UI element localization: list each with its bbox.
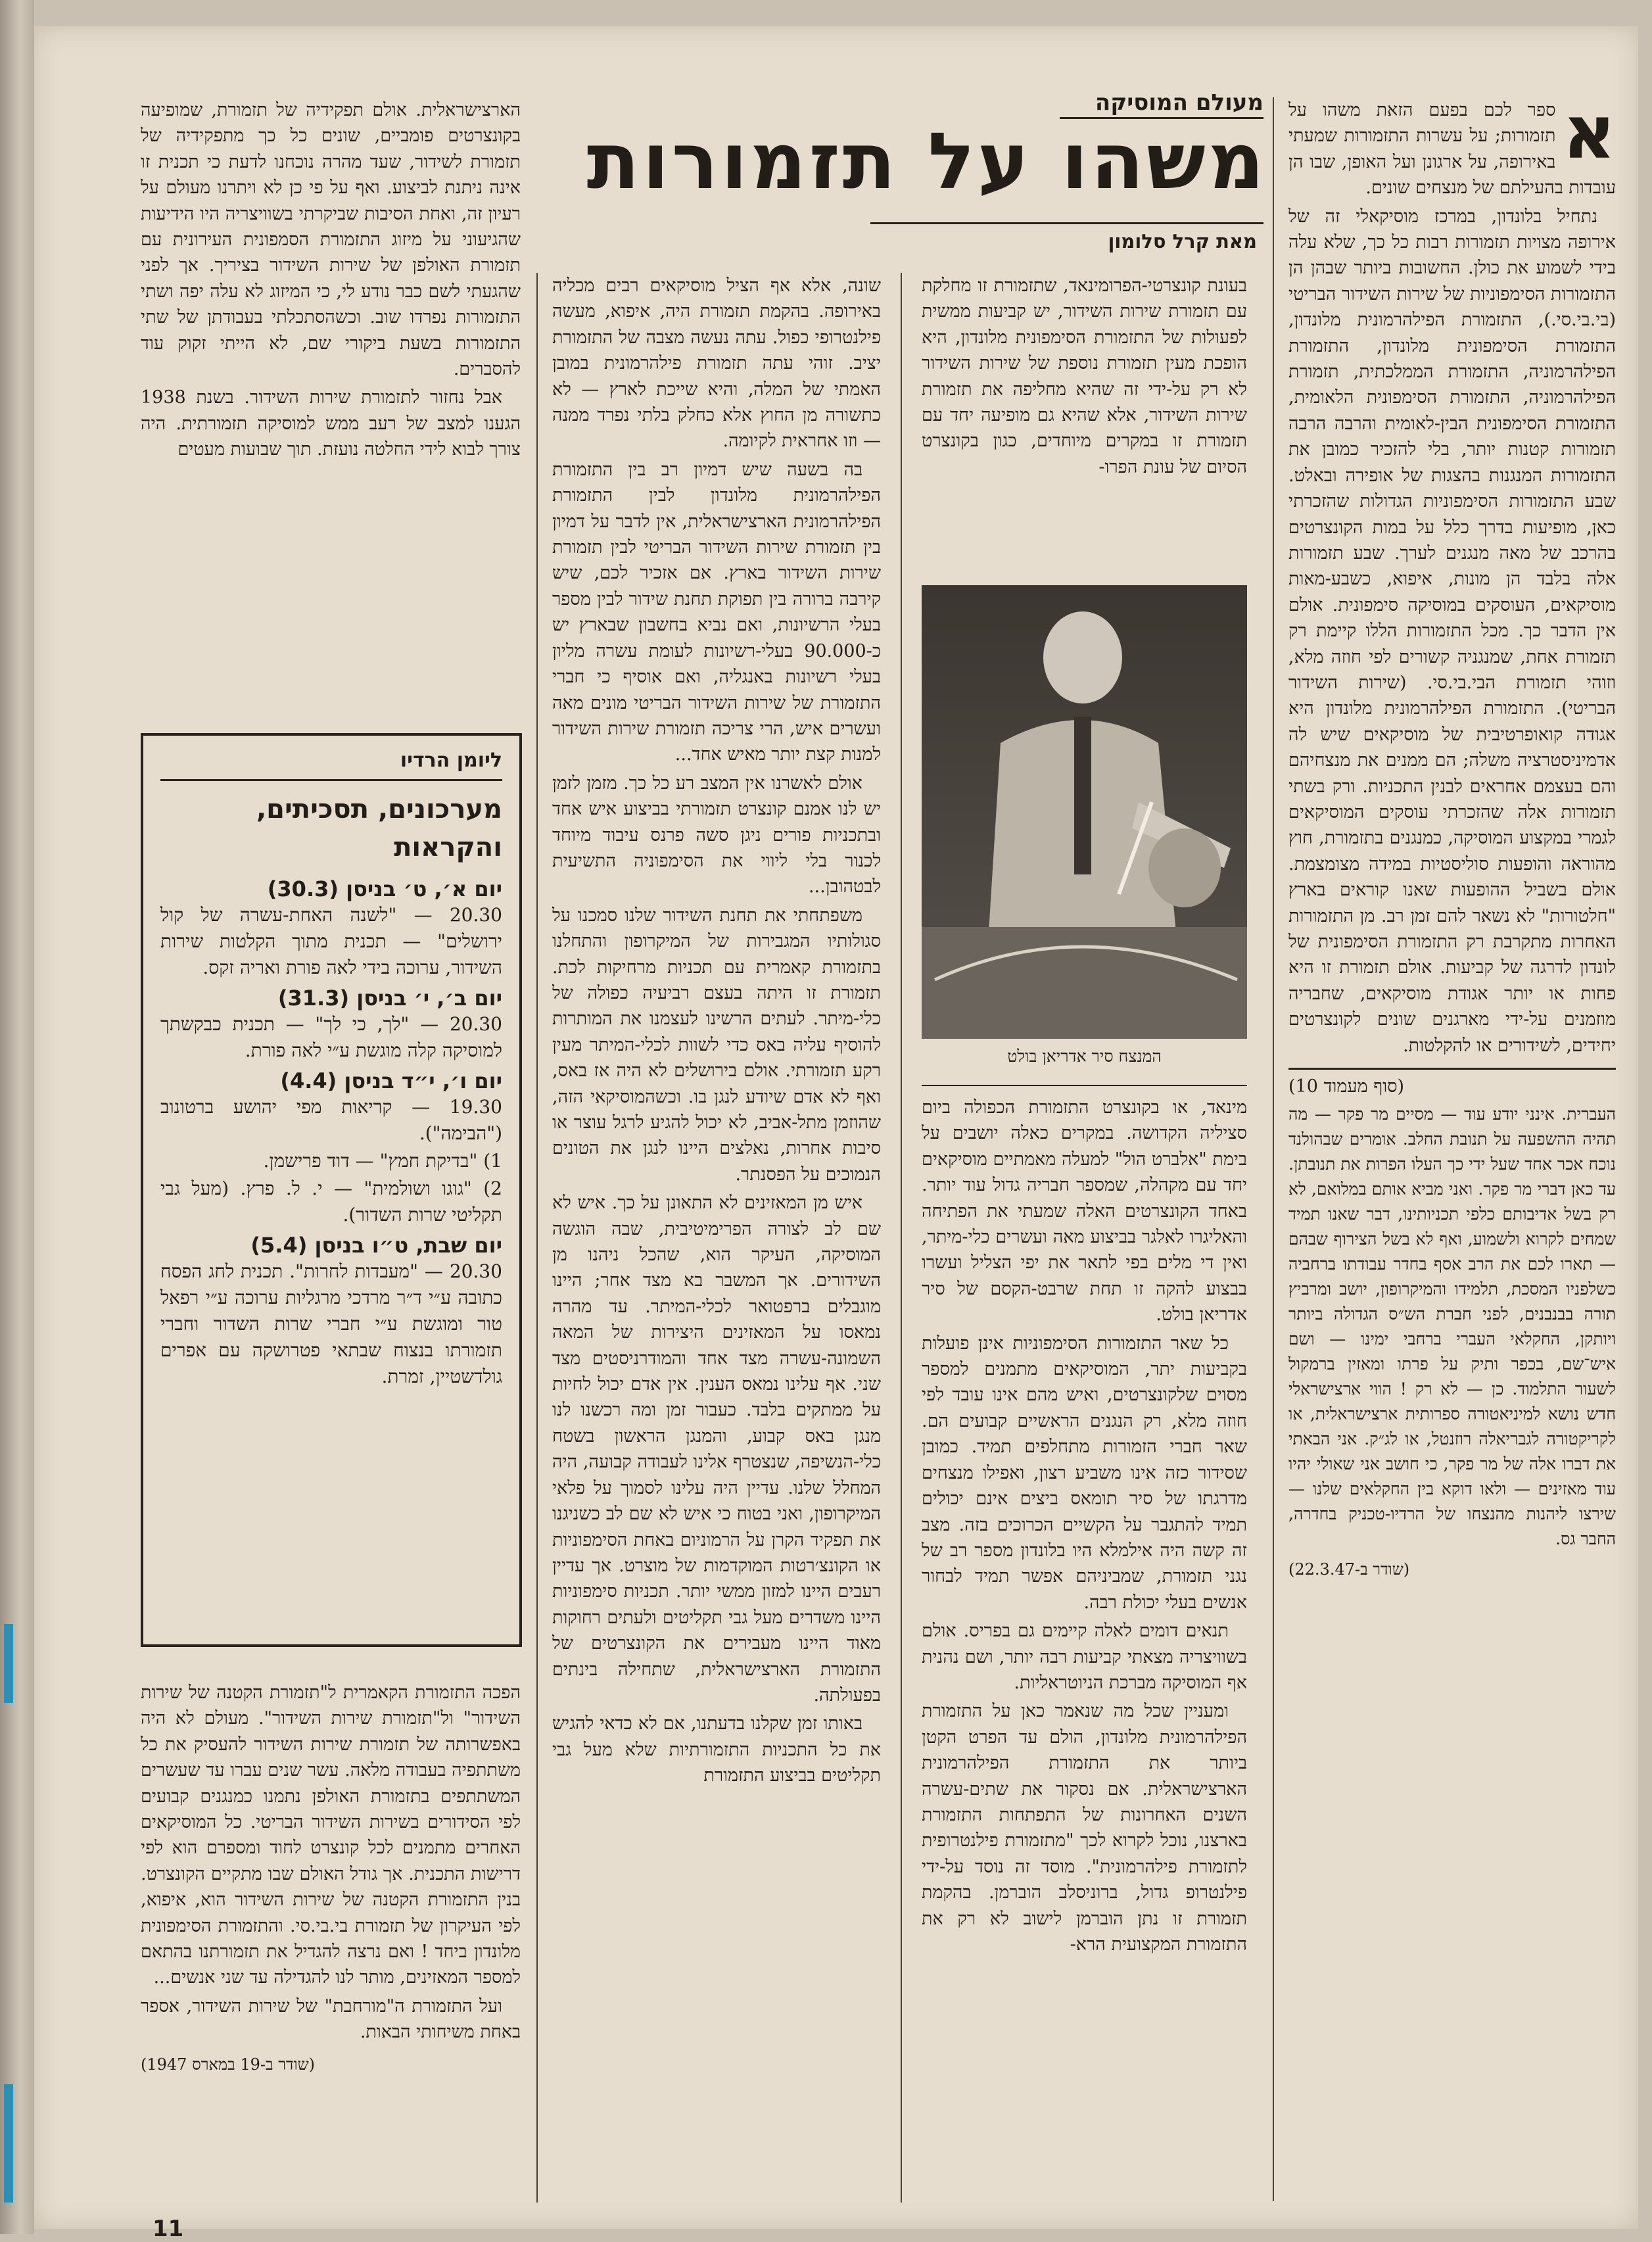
article-paragraph: הפכה התזמורת הקאמרית ל"תזמורת הקטנה של שירות השידור" ול"תזמורת שירות השידור". מעולם לא היה באפשרותה של תזמורת שירות השידור להעסיק את כל משתתפיה בעבודה מלאה. עשר שנים עברו עד שעשרים המשתתפים בתזמורת האולפן נתמנו כמנגנים קבועים לפי הסידורים בשירות השידור הבריטי. כל המוסיקאים האחרים מתמנים לכל קונצרט לחוד ומספרם הוא לפי דרישות התכנית. אך גודל האולם שבו מתקיים הקונצרט. בנין התזמורת הקטנה של שירות השידור הוא, איפוא, לפי העיקרון של תזמורת בי.בי.סי. והתזמורת הסימפונית מלונדון ביחד ! ואם נרצה להגדיל את תזמורתנו בהתאם למספר המאזינים, מותר לנו להגדילה עד שני אנשים... bbox=[141, 1682, 521, 1988]
schedule-item: 1) "בדיקת חמץ" — דוד פרישמן. bbox=[263, 1150, 502, 1172]
column-2-continued bbox=[922, 1095, 1247, 2206]
magazine-page bbox=[34, 26, 1638, 2242]
schedule-day: יום שבת, ט״ו בניסן (5.4) bbox=[250, 1233, 502, 1258]
page-edge-strip bbox=[0, 0, 34, 2234]
photo-caption: המנצח סיר אדריאן בולט bbox=[1007, 1047, 1162, 1066]
article-paragraph: תנאים דומים לאלה קיימים גם בפריס. אולם בשוויצריה מצאתי קביעות רבה יותר, ושם נהנית אף המוסיקה מברכת הניוטראליות. bbox=[922, 1621, 1247, 1693]
section-divider bbox=[1288, 1068, 1616, 1070]
article-paragraph: הארצישראלית. אולם תפקידיה של תזמורת, שמופיעה בקונצרטים פומביים, שונים כל כך מתפקידיה של תזמורת לשידור, שעד מהרה נוכחנו לדעת כי תכנית זו אינה ניתנת לביצוע. ואף על פי כן לא ויתרנו מעולם על רעיון זה, ואחת הסיבות שביקרתי בשוויצריה היו הידיעות שהגיעוני על מיזוג התזמורת הסמפונית העירונית עם תזמורת האולפן של שירות השידור בציריך. אך לפני שהגעתי לשם כבר נודע לי, כי המיזוג לא עלה יפה ושתי התזמורות נפרדו שוב. וכשהסתכלתי בעבודתן של שתי התזמורות בשעת ביקורי שם, לא הייתי זקוק עוד להסברים. bbox=[141, 100, 521, 380]
schedule-day: יום ו׳, י״ד בניסן (4.4) bbox=[280, 1068, 502, 1093]
section-rubric: מעולם המוסיקה bbox=[1060, 89, 1263, 119]
article-paragraph: ועל התזמורת ה"מורחבת" של שירות השידור, אספר באחת משיחותי הבאות. bbox=[141, 1995, 521, 2043]
article-byline: מאת קרל סלומון bbox=[1108, 230, 1257, 252]
schedule-item: 19.30 — קריאות מפי יהושע ברטונוב ("הבימה"). bbox=[160, 1096, 502, 1144]
column-4-continued bbox=[141, 1680, 521, 2206]
article-paragraph: מינאד, או בקונצרט התזמורת הכפולה ביום סציליה הקדושה. במקרים כאלה יושבים על בימת "אלברט הול" למעלה מאמתיים מוסיקאים יחד עם מקהלה, שמספר חבריה גדול עוד יותר. באחד הקונצרטים האלה שמעתי את הפתיחה והאליגרו לאלגר בביצוע מאה ועשרים כלי-מיתר, ואין די מלים בפי לתאר את יפי הצליל ועשרו בבצוע להקה זו תחת שרבט-הקסם של סיר אדריאן בולט. bbox=[922, 1097, 1247, 1325]
article-paragraph: ומעניין שכל מה שנאמר כאן על התזמורת הפילהרמונית מלונדון, הולם עד הפרט הקטן ביותר את התזמורת הפילהרמונית הארצישראלית. אם נסקור את שתים-עשרה השנים האחרונות של התפתחות התזמורת בארצנו, נוכל לקרוא לכך "מתזמורת פילנטרופית לתזמורת פילהרמונית". מוסד זה נוסד על-ידי פילנטרופ גדול, ברוניסלב הוברמן. בהקמת תזמורת זו נתן הוברמן לישוב לא רק את התזמורת המקצועית הרא- bbox=[922, 1701, 1247, 1955]
schedule-item: 20.30 — "לך, כי לך" — תכנית כבקשתך למוסיקה קלה מוגשת ע״י לאה פורת. bbox=[160, 1013, 502, 1061]
column-2 bbox=[922, 273, 1247, 549]
edge-tab-mark bbox=[4, 1624, 13, 1703]
column-4 bbox=[141, 97, 521, 725]
edge-tab-mark bbox=[4, 2084, 13, 2203]
column-3 bbox=[552, 273, 881, 2206]
article-paragraph: אולם לאשרנו אין המצב רע כל כך. מזמן לזמן יש לנו אמנם קונצרט תזמורתי בביצוע איש אחד ובתכניות פורים ניגן סשה פרנס עיבוד מיוחד לכנור בלי ליווי את הסימפוניה התשיעית לבטהובן... bbox=[552, 773, 881, 897]
box-heading: מערכונים, תסכיתים, והקראות bbox=[256, 794, 502, 863]
box-title: ליומן הרדיו bbox=[160, 748, 502, 781]
article-paragraph: משפתחתי את תחנת השידור שלנו סמכנו על סגולותיו המגבירות של המיקרופון והתחלנו בתזמורת קאמרית עם תכניות מרחיקות לכת. תזמורת זו היתה בעצם רביעיה כפולה של כלי-מיתר. לעתים הרשינו לעצמנו את המותרות להוסיף עליה באס כדי לשוות לכלי-המיתר מעין רקע תזמורתי. אולם בירושלים לא היה אז באס, ואף לא אדם שיודע לנגן בו. וכשהמוסיקאי הזה, שהוזמן מתל-אביב, לא יכול להגיע לרגל עוצר או סיבות אחרות, נאלצים היינו לנגן את הטונים הנמוכים על הפסנתר. bbox=[552, 905, 881, 1185]
column-rule bbox=[1273, 97, 1274, 2201]
schedule-item: 20.30 — "מעבדות לחרות". תכנית לחג הפסח כתובה ע״י ד״ר מרדכי מרגליות ערוכה ע״י רפאל טור ומוגשת ע״י חברי שרות השדור וחברי תזמורתו בנצוח שבתאי פטרושקה עם אפרים גולדשטיין, זמרת. bbox=[160, 1260, 502, 1387]
article-title: משהו על תזמורות bbox=[586, 116, 1267, 206]
article-paragraph: איש מן המאזינים לא התאונן על כך. איש לא שם לב לצורה הפרימיטיבית, שבה הוגשה המוסיקה, העיקר הוא, שהכל ניהנו מן השידורים. אך המשבר בא מצד אחר; היינו מוגבלים ברפטואר לכלי-המיתר. עד מהרה נמאסו על המאזינים היצירות של המאה השמונה-עשרה מצד אחד והמודרניסטים מצד שני. אף עלינו נמאס הענין. אין אדם יכול לחיות על ממתקים בלבד. כעבור זמן ומה רכשנו לנו מנגן באס קבוע, והמנגן הראשון בשטח כלי-הנשיפה, שנצטרף אלינו לעבודה קבועה, היה המחלל שלנו. עדיין היה עלינו לסמוך על פלאי המיקרופון, ואני בטוח כי איש לא שם לב כשניגנו את תפקיד הקרן על הרמוניום באחת הסימפוניות או הקונצ׳רטות המוקדמות של מוצרט. אך עדיין רעבים היינו למזון ממשי יותר. תכניות סימפוניות היינו משדרים מעל גבי תקליטים ולעתים רחוקות מאוד היינו מעבירים את הקונצרטים של התזמורת הארצישראלית, שתחילה בינתים בפעולתה. bbox=[552, 1193, 881, 1705]
broadcast-note: (שודר ב-19 במארס 1947) bbox=[141, 2055, 316, 2074]
article-paragraph: בעונת קונצרטי-הפרומינאד, שתזמורת זו מחלקת עם תזמורת שירות השידור, יש קביעות ממשית לפעולות של התזמורת הסימפונית מלונדון, היא הופכת מעין תזמורת נוספת של שירות השידור לא רק על-ידי זה שהיא מחליפה את תזמורת שירות השידור, אלא שהיא גם מופיעה יחד עם תזמורת זו במקרים מיוחדים, כגון בקונצרט הסיום של עונת הפרו- bbox=[922, 275, 1247, 477]
conductor-photo-image bbox=[922, 585, 1247, 1039]
article-paragraph: נתחיל בלונדון, במרכז מוסיקאלי זה של אירופה מצויות תזמורות רבות כל כך, שלא עלה בידי לשמוע את כולן. החשובות ביותר שבהן הן התזמורות הסימפוניות של שירות השידור הבריטי (בי.בי.סי.), התזמורת הפילהרמונית מלונדון, התזמורת הסימפונית מלונדון, התזמורת הפילהרמוניה, התזמורת הממלכתית, תזמורת הפילהרמוניה, התזמורת הסימפונית הלאומית, התזמורת הסימפונית הבין-לאומית והרבה הרבה תזמורות קטנות יותר, בלי להזכיר כמובן את התזמורות המנגנות בהצגות של אופירה ובאלט. שבע התזמורות הסימפוניות הגדולות שהזכרתי כאן, מופיעות בדרך כלל על במות הקונצרטים בהרכב של מאה מנגנים לערך. שבע תזמורות אלה בלבד הן מונות, איפוא, כשבע-מאות מוסיקאים, העוסקים במוסיקה סימפונית. אולם אין הדבר כך. מכל התזמורות הללו קיימת רק תזמורת אחת, שמנגניה קשורים לפי חוזה מלא, וזוהי תזמורת הבי.בי.סי. (שירות השידור הבריטי). התזמורת הפילהרמונית מלונדון היא אגודה קואופרטיבית של מוסיקאים שיש לה אדמיניסטרציה משלה; הם ממנים את מנצחיהם והם בעצמם אחראים לבנין התכניות. ורק בשתי תזמורות אלה שהזכרתי עוסקים המוסיקאים לגמרי במקצוע המוסיקה, כמנגנים בתזמורת, חוץ מהוראה והופעות סוליסטיות במידה מצומצמת. אולם בשביל ההופעות שאנו קוראים בארץ "חלטורות" לא נשאר להם זמן רב. מן התזמורות האחרות מתקרבת רק התזמורת הסימפונית של לונדון לדרגה של קביעות. אולם תזמורת זו היא פחות או יותר אגודת מוסיקאים, שחבריה מוזמנים על-ידי מארגנים שונים לקונצרטים יחידים, לשידורים או להקלטות. bbox=[1288, 206, 1616, 1056]
column-rule bbox=[901, 273, 902, 2203]
schedule-item: 20.30 — "לשנה האחת-עשרה של קול ירושלים" — תכנית מתוך הקלטות שירות השידור, ערוכה בידי לאה פורת ואריה זקס. bbox=[160, 904, 502, 978]
article-paragraph: שונה, אלא אף הציל מוסיקאים רבים מכליה באירופה. בהקמת תזמורת היה, איפוא, מעשה פילנטרופי כפול. עתה נעשה מצבה של התזמורת יציב. זוהי עתה תזמורת פילהרמונית במובן האמתי של המלה, והיא שייכת לארץ — לא כתשורה מן החוץ אלא כחלק בלתי נפרד ממנה — וזו אחראית לקיומה. bbox=[552, 275, 881, 452]
drop-cap: א bbox=[1562, 97, 1616, 176]
continuation-label: (סוף מעמוד 10) bbox=[1288, 1076, 1405, 1097]
continuation-paragraph: העברית. אינני יודע עוד — מסיים מר פקר — מה תהיה ההשפעה על תנובת החלב. אומרים שבהולנד נוכח אכר אחד שעל ידי כך העלו הפרות את תנובתן. עד כאן דברי מר פקר. ואני מביא אותם במלואם, לא רק בשל אדיבותם כלפי תכניותינו, דבר שאנו תמיד שמחים לקרוא ולשמוע, ואף לא בשל הצירוף שבהם — תארו לכם את הרב אסף בחדר עבודתו ברחביה כשלפניו המסכת, תלמידו והמיקרופון, יושב ומרביץ תורה בבנבנים, לפני חברת הש״ס הגדולה ביותר ויותקן, החקלאי העברי ברחבי ימינו — ושם איש־שם, בכפר ותיק על פרתו ומאזין ברמקול לשעור התלמוד. כן — לא רק ! הווי ארצישראלי חדש נושא למיניאטורה ספרותית ארצישראלית, או לקריקטורה לגבריאלה רוזנטל, או לג״ק. אני הבאתי את דברו אלה של מר פקר, כי חושב אני שאולי יהיו עוד מאזינים — ולאו דוקא בין החקלאים שלנו — שירצו ליהנות מהנצחו של הרדיו-טכניק בחדרה, החבר גס. bbox=[1288, 1105, 1616, 1549]
article-paragraph: בה בשעה שיש דמיון רב בין התזמורת הפילהרמונית מלונדון לבין התזמורת הפילהרמונית הארצישראלית, אין לדבר על דמיון בין תזמורת שירות השידור הבריטי לבין תזמורת שירות השידור בארץ. אם אזכיר לכם, שיש קירבה ברורה בין תפוקת תחנת שידור לבין מספר בעלי הרשיונות, ואם נביא בחשבון שבארץ יש כ-90.000 בעלי-רשיונות לעומת עשרה מליון בעלי רשיונות באנגליה, ואם אוסיף כי חברי התזמורת של שירות השידור הבריטי מונים מאה ועשרים איש, הרי צריכה תזמורת שירות השידור למנות קצת יותר מאיש אחד... bbox=[552, 459, 881, 765]
column-1 bbox=[1288, 97, 1616, 2205]
column-rule bbox=[536, 273, 538, 2203]
caption-rule bbox=[922, 1085, 1247, 1086]
article-paragraph: אבל נחזור לתזמורת שירות השידור. בשנת 1938 הגענו למצב של רעב ממש למוסיקה תזמורתית. היה צורך לבוא לידי החלטה נועזת. תוך שבועות מעטים bbox=[141, 387, 521, 460]
article-paragraph: באותו זמן שקלנו בדעתנו, אם לא כדאי להגיש את כל התכניות התזמורתיות שלא מעל גבי תקליטים בביצוע התזמורת bbox=[552, 1713, 881, 1786]
article-paragraph: ספר לכם בפעם הזאת משהו על תזמורות; על עשרות התזמורות שמעתי באירופה, על ארגונן ועל האופן, שבו הן עובדות בהעילתם של מנצחים שונים. bbox=[1288, 100, 1616, 199]
schedule-day: יום ב׳, י׳ בניסן (31.3) bbox=[277, 986, 502, 1011]
article-paragraph: כל שאר התזמורות הסימפוניות אינן פועלות בקביעות יתר, המוסיקאים מתמנים למספר מסוים שלקונצרטים, ואיש מהם אינו עובד לפי חוזה מלא, רק הנגנים הראשיים קבועים הם. שאר חברי הזמורות מתחלפים תמיד. כמובן שסידור כזה אינו משביע רצון, ואפילו מנצחים מדרגתו של סיר תומאס ביצים אינם יכולים תמיד להתגבר על הקשיים הכרוכים בזה. מצב זה קשה היה אילמלא היו בלונדון מספר רב של נגני תזמורת, שמביניהם אפשר תמיד לבחור אנשים בעלי יכולת רבה. bbox=[922, 1333, 1247, 1613]
schedule-day: יום א׳, ט׳ בניסן (30.3) bbox=[267, 876, 502, 901]
radio-diary-box bbox=[141, 733, 522, 1647]
byline-rule bbox=[870, 222, 1263, 224]
schedule-item: 2) "גוגו ושולמית" — י. ל. פרץ. (מעל גבי תקליטי שרות השדור). bbox=[160, 1178, 502, 1226]
broadcast-note: (שודר ב-22.3.47) bbox=[1288, 1560, 1410, 1579]
page-number: 11 bbox=[153, 2216, 184, 2242]
conductor-photo bbox=[922, 585, 1247, 1039]
